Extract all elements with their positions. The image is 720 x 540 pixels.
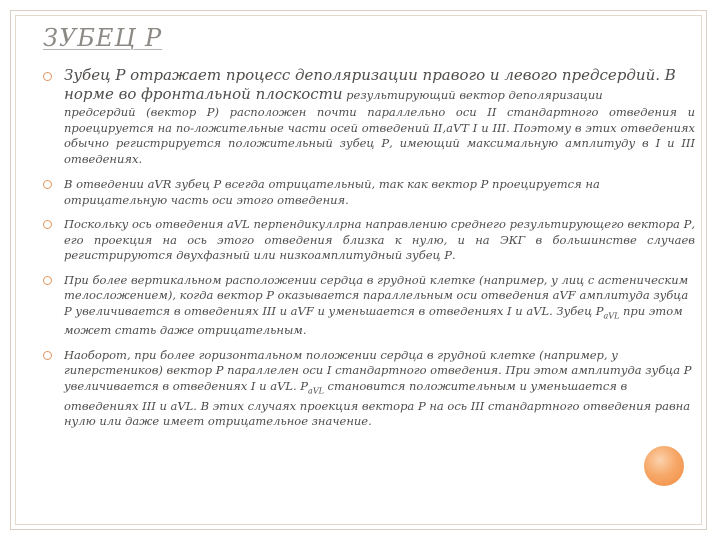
bullet-5-text-end: становится положительным и уменьшается в отведениях III и aVL. В этих случаях проекция вектора Р на ось III стандартного отведения равна нулю или даже имеет отрицательное значение.: [64, 378, 691, 429]
bullet-item-3: [40, 217, 695, 264]
bullet-5-subscript: aVL: [308, 386, 324, 396]
bullet-4-text-start: При более вертикальном расположении сердца в грудной клетке (например, у лиц с астеническим телосложением), когда вектор Р оказывается параллельным оси отведения aVF амплитуда зубца Р увеличивается в отведениях III и aVF и уменьшается в отведениях I и aVL. Зубец P: [64, 272, 689, 318]
bullet-list: [40, 66, 695, 430]
slide-title: ЗУБЕЦ Р: [43, 24, 163, 52]
bullet-circle-icon: [43, 180, 52, 189]
orange-circle-icon: [644, 446, 684, 486]
bullet-5-text-start: Наоборот, при более горизонтальном положении сердца в грудной клетке (например, у гиперстеников) вектор Р параллелен оси I стандартного отведения. При этом амплитуда зубца Р увеличивается в отведениях I и aVL. P: [64, 347, 692, 393]
bullet-circle-icon: [43, 276, 52, 285]
bullet-4-text-end: при этом может стать даже отрицательным.: [64, 303, 683, 338]
bullet-4-subscript: aVL: [603, 310, 620, 320]
bullet-3-text: Поскольку ось отведения aVL перпендикуллрна направлению среднего результирующего вектора Р, его проекция на ось этого отведения близка к нулю, и на ЭКГ в большинстве случаев регистрируются двухфазный или низкоамплитудный зубец Р.: [64, 217, 695, 262]
bullet-1-lead: Зубец Р отражает процесс деполяризации правого и левого предсердий. В норме во фронтальной плоскости результирующий вектор деполяризации: [64, 66, 676, 103]
bullet-item-5: [40, 348, 695, 430]
bullet-circle-icon: [43, 220, 52, 229]
bullet-circle-icon: [43, 351, 52, 360]
bullet-item-1: [40, 66, 695, 167]
bullet-1-text: предсердий (вектор Р) расположен почти параллельно оси II стандартного отведения и проецируется на по-ложительные части осей отведений II,aVT I и III. Поэтому в этих отведениях обычно регистрируется положительный зубец Р, имеющий максимальную амплитуду в I и III отведениях.: [64, 105, 695, 166]
bullet-item-2: [40, 177, 695, 208]
bullet-2-text: В отведении aVR зубец Р всегда отрицательный, так как вектор Р проецируется на отрицательную часть оси этого отведения.: [64, 177, 600, 207]
bullet-circle-icon: [43, 72, 52, 81]
bullet-item-4: [40, 273, 695, 339]
